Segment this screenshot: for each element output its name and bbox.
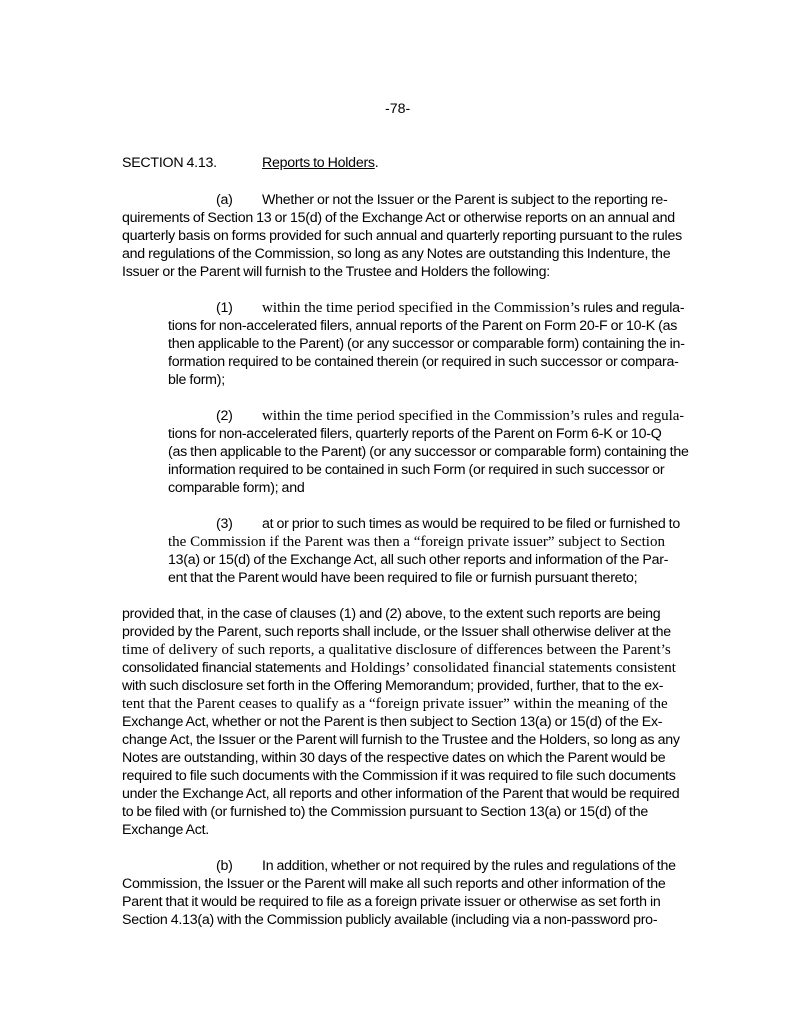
proviso-line: required to file such documents with the Commission if it was required to file such documents: [122, 768, 676, 784]
para-a-line: quarterly basis on forms provided for such annual and quarterly reporting pursuant to the rules: [122, 228, 682, 244]
item-1-line1-sans: rules and regula-: [579, 300, 685, 316]
proviso-line: change Act, the Issuer or the Parent will furnish to the Trustee and the Holders, so long as any: [122, 732, 680, 748]
proviso-line4-sans: consolidated financial statemen: [122, 660, 312, 676]
section-title: Reports to Holders: [262, 155, 375, 171]
proviso-line: Notes are outstanding, within 30 days of the respective dates on which the Parent would be: [122, 750, 666, 766]
item-3-line: ent that the Parent would have been required to file or furnish pursuant thereto;: [168, 570, 638, 586]
para-a-line: and regulations of the Commission, so long as any Notes are outstanding this Indenture, the: [122, 246, 671, 262]
para-b-line: Parent that it would be required to file as a foreign private issuer or otherwise as set forth in: [122, 894, 661, 910]
item-2-line: information required to be contained in such Form (or required in such successor or: [168, 462, 665, 478]
proviso-line: with such disclosure set forth in the Offering Memorandum; provided, further, that to the ex-: [122, 678, 664, 694]
item-3-line: at or prior to such times as would be required to be filed or furnished to: [262, 516, 680, 532]
item-2-line: [262, 407, 684, 425]
item-1-line: then applicable to the Parent) (or any successor or comparable form) containing the in-: [168, 336, 685, 352]
item-2-line1-serif: within the time period specified in the Commission’s rules and regula: [262, 408, 680, 424]
para-a-label: (a): [216, 192, 233, 208]
item-2-line: tions for non-accelerated filers, quarterly reports of the Parent on Form 6-K or 10-Q: [168, 426, 662, 442]
para-a-line: Issuer or the Parent will furnish to the Trustee and Holders the following:: [122, 264, 550, 280]
proviso-line4-serif: ts and Holdings’ consolidated financial statements consistent: [311, 660, 676, 676]
section-heading: [122, 154, 217, 172]
proviso-line: to be filed with (or furnished to) the Commission pursuant to Section 13(a) or 15(d) of the: [122, 804, 648, 820]
item-1-line: formation required to be contained therein (or required in such successor or compara-: [168, 354, 679, 370]
item-3-line2-serif: the Commission if the Parent was then a “foreign private issuer” subject to Section: [168, 534, 665, 550]
item-2-line: comparable form); and: [168, 480, 305, 496]
item-1-line: ble form);: [168, 372, 225, 388]
proviso-line: provided that, in the case of clauses (1) and (2) above, to the extent such reports are being: [122, 606, 661, 622]
para-b-line: In addition, whether or not required by the rules and regulations of the: [262, 858, 676, 874]
proviso-line: [122, 659, 676, 677]
item-3-line: [168, 533, 665, 551]
proviso-line: provided by the Parent, such reports shall include, or the Issuer shall otherwise deliver at the: [122, 624, 671, 640]
proviso-line3-serif: time of delivery of such reports, a qualitative disclosure of differences between the Parent’s: [122, 642, 671, 658]
proviso-line: Exchange Act.: [122, 822, 209, 838]
proviso-line: [122, 695, 668, 713]
para-a-line: Whether or not the Issuer or the Parent is subject to the reporting re-: [262, 192, 668, 208]
proviso-line: Exchange Act, whether or not the Parent is then subject to Section 13(a) or 15(d) of the Ex-: [122, 714, 663, 730]
para-b-line: Section 4.13(a) with the Commission publicly available (including via a non-password pro-: [122, 912, 658, 928]
item-2-line: (as then applicable to the Parent) (or any successor or comparable form) containing the: [168, 444, 689, 460]
proviso-line6-serif: tent that the Parent ceases to qualify as a “foreign private issuer” within the meaning of the: [122, 696, 668, 712]
proviso-line: under the Exchange Act, all reports and other information of the Parent that would be required: [122, 786, 680, 802]
item-3-line: 13(a) or 15(d) of the Exchange Act, all such other reports and information of the Par-: [168, 552, 669, 568]
proviso-line: [122, 641, 671, 659]
section-title-period: .: [374, 155, 379, 171]
item-2-label: (2): [216, 408, 233, 424]
page-number: -78-: [385, 101, 411, 117]
item-1-line: tions for non-accelerated filers, annual reports of the Parent on Form 20-F or 10-K (as: [168, 318, 678, 334]
para-b-label: (b): [216, 858, 233, 874]
item-1-label: (1): [216, 300, 233, 316]
item-2-line1-sans: -: [679, 408, 684, 424]
item-1-line1-serif: within the time period specified in the Commission’s: [262, 300, 580, 316]
para-b-line: Commission, the Issuer or the Parent will make all such reports and other information of the: [122, 876, 666, 892]
item-3-label: (3): [216, 516, 233, 532]
item-1-line: [262, 299, 684, 317]
section-number: SECTION 4.13.: [122, 155, 217, 171]
para-a-line: quirements of Section 13 or 15(d) of the Exchange Act or otherwise reports on an annual and: [122, 210, 675, 226]
section-title-wrap: [262, 154, 378, 172]
